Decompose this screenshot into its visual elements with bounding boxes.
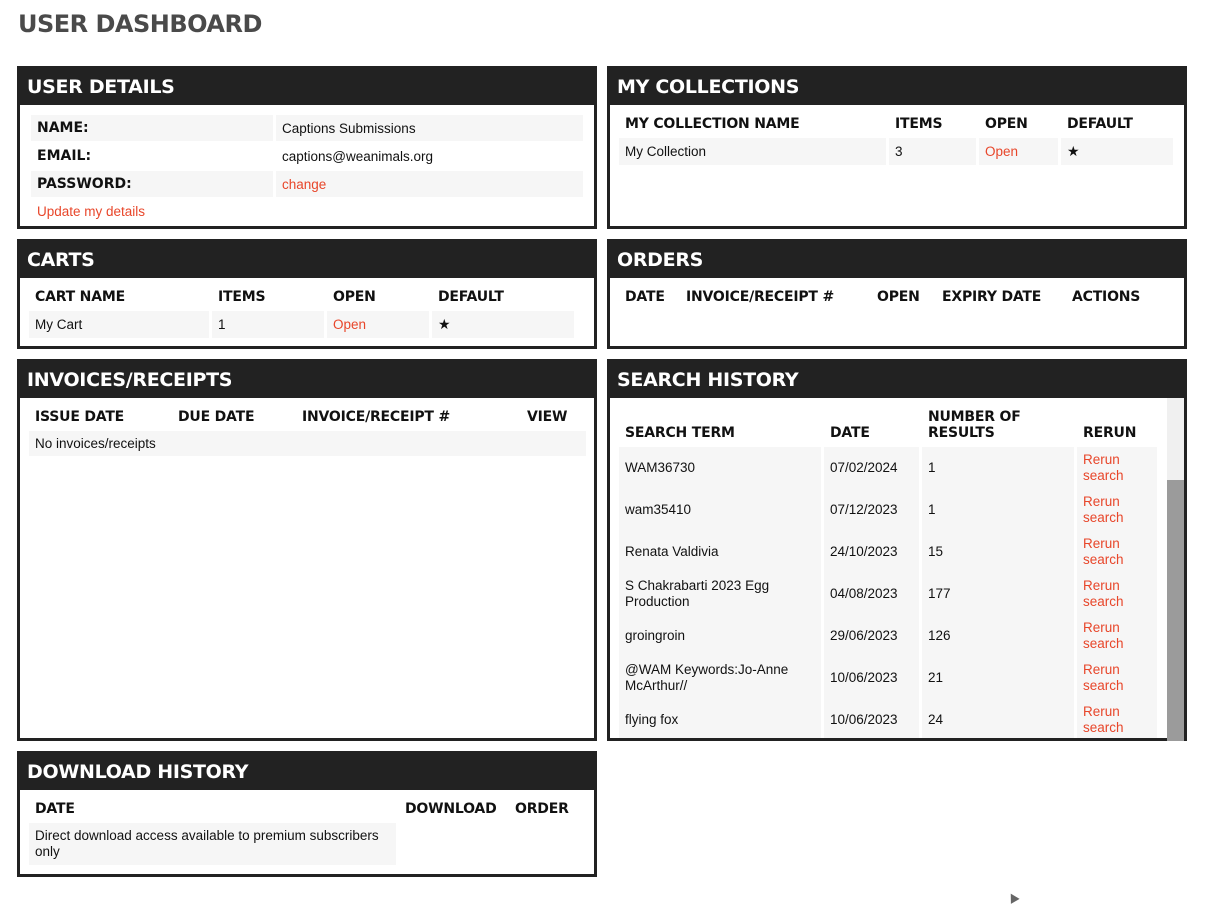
default-star-icon: ★ xyxy=(438,316,451,332)
rerun-search-link[interactable]: Rerun search xyxy=(1083,662,1124,693)
collection-open-link[interactable]: Open xyxy=(985,144,1019,159)
scrollbar[interactable] xyxy=(1167,398,1184,738)
invoices-header-due-date: DUE DATE xyxy=(178,409,255,425)
email-label: EMAIL: xyxy=(37,148,92,164)
user-details-table xyxy=(28,113,586,226)
cart-name[interactable]: My Cart xyxy=(29,311,209,338)
search-date: 10/06/2023 xyxy=(824,657,919,699)
search-date: 07/02/2024 xyxy=(824,447,919,489)
search-results: 21 xyxy=(922,657,1074,699)
search-term[interactable]: groingroin xyxy=(619,615,821,657)
search-date: 04/08/2023 xyxy=(824,573,919,615)
col-header-items: ITEMS xyxy=(895,116,943,132)
user-details-panel xyxy=(17,66,597,229)
search-header-date: DATE xyxy=(830,425,870,441)
col-header-default: DEFAULT xyxy=(1067,116,1133,132)
collection-name[interactable]: My Collection xyxy=(619,138,886,165)
orders-header-open: OPEN xyxy=(877,289,920,305)
search-header-results: NUMBER OF RESULTS xyxy=(928,409,1021,441)
invoices-empty-message: No invoices/receipts xyxy=(29,431,586,456)
download-history-panel xyxy=(17,751,597,877)
cart-header-default: DEFAULT xyxy=(438,289,504,305)
download-header-date: DATE xyxy=(35,801,75,817)
search-term[interactable]: wam35410 xyxy=(619,489,821,531)
search-history-scroll-area[interactable] xyxy=(610,398,1184,738)
table-row xyxy=(619,615,1157,657)
search-results: 1 xyxy=(922,447,1074,489)
search-date: 24/10/2023 xyxy=(824,531,919,573)
email-value: captions@weanimals.org xyxy=(282,148,434,164)
orders-header-invoice: INVOICE/RECEIPT # xyxy=(686,289,834,305)
cart-header-items: ITEMS xyxy=(218,289,266,305)
search-term[interactable]: WAM36730 xyxy=(619,447,821,489)
invoices-header-view: VIEW xyxy=(527,409,568,425)
password-label: PASSWORD: xyxy=(31,171,273,197)
orders-panel xyxy=(607,239,1187,349)
table-row xyxy=(29,311,574,338)
table-row xyxy=(619,138,1173,165)
orders-header-expiry: EXPIRY DATE xyxy=(942,289,1042,305)
download-history-header: DOWNLOAD HISTORY xyxy=(20,754,594,790)
collections-panel xyxy=(607,66,1187,229)
search-history-panel xyxy=(607,359,1187,741)
invoices-panel xyxy=(17,359,597,741)
cart-items: 1 xyxy=(212,311,324,338)
orders-header-actions: ACTIONS xyxy=(1072,289,1141,305)
col-header-open: OPEN xyxy=(985,116,1028,132)
orders-header-date: DATE xyxy=(625,289,665,305)
search-date: 07/12/2023 xyxy=(824,489,919,531)
invoices-table xyxy=(26,398,589,456)
search-date: 29/06/2023 xyxy=(824,615,919,657)
search-header-term: SEARCH TERM xyxy=(625,425,735,441)
collections-table xyxy=(616,105,1176,165)
table-row xyxy=(619,489,1157,531)
user-details-header: USER DETAILS xyxy=(20,69,594,105)
rerun-search-link[interactable]: Rerun search xyxy=(1083,536,1124,567)
rerun-search-link[interactable]: Rerun search xyxy=(1083,578,1124,609)
scrollbar-thumb[interactable] xyxy=(1167,480,1184,741)
search-history-table xyxy=(616,398,1160,738)
mouse-cursor-icon xyxy=(1006,891,1019,904)
carts-header: CARTS xyxy=(20,242,594,278)
search-results: 177 xyxy=(922,573,1074,615)
change-password-link[interactable]: change xyxy=(282,176,327,192)
download-header-order: ORDER xyxy=(515,801,569,817)
col-header-name: MY COLLECTION NAME xyxy=(625,116,800,132)
update-details-link[interactable]: Update my details xyxy=(37,204,146,219)
table-row xyxy=(619,531,1157,573)
rerun-search-link[interactable]: Rerun search xyxy=(1083,704,1124,735)
collections-header: MY COLLECTIONS xyxy=(610,69,1184,105)
orders-table xyxy=(616,278,1161,311)
default-star-icon: ★ xyxy=(1067,143,1080,159)
page-title: USER DASHBOARD xyxy=(18,10,262,38)
invoices-header-number: INVOICE/RECEIPT # xyxy=(302,409,450,425)
rerun-search-link[interactable]: Rerun search xyxy=(1083,620,1124,651)
download-header-download: DOWNLOAD xyxy=(405,801,497,817)
rerun-search-link[interactable]: Rerun search xyxy=(1083,494,1124,525)
carts-panel xyxy=(17,239,597,349)
search-results: 24 xyxy=(922,699,1074,738)
search-date: 10/06/2023 xyxy=(824,699,919,738)
invoices-header: INVOICES/RECEIPTS xyxy=(20,362,594,398)
cart-header-name: CART NAME xyxy=(35,289,125,305)
search-results: 15 xyxy=(922,531,1074,573)
name-label: NAME: xyxy=(31,115,273,141)
carts-table xyxy=(26,278,577,338)
name-value: Captions Submissions xyxy=(276,115,583,141)
search-results: 126 xyxy=(922,615,1074,657)
search-term[interactable]: flying fox xyxy=(619,699,821,738)
cart-open-link[interactable]: Open xyxy=(333,317,367,332)
download-message: Direct download access available to premium subscribers only xyxy=(29,823,396,865)
search-term[interactable]: Renata Valdivia xyxy=(619,531,821,573)
search-history-header: SEARCH HISTORY xyxy=(610,362,1184,398)
search-term[interactable]: S Chakrabarti 2023 Egg Production xyxy=(619,573,821,615)
table-row xyxy=(619,699,1157,738)
search-results: 1 xyxy=(922,489,1074,531)
search-header-rerun: RERUN xyxy=(1083,425,1137,441)
invoices-header-issue-date: ISSUE DATE xyxy=(35,409,125,425)
search-term[interactable]: @WAM Keywords:Jo-Anne McArthur// xyxy=(619,657,821,699)
table-row xyxy=(619,657,1157,699)
rerun-search-link[interactable]: Rerun search xyxy=(1083,452,1124,483)
cart-header-open: OPEN xyxy=(333,289,376,305)
table-row xyxy=(619,573,1157,615)
orders-header: ORDERS xyxy=(610,242,1184,278)
table-row xyxy=(619,447,1157,489)
collection-items: 3 xyxy=(889,138,976,165)
download-history-table xyxy=(26,790,584,865)
